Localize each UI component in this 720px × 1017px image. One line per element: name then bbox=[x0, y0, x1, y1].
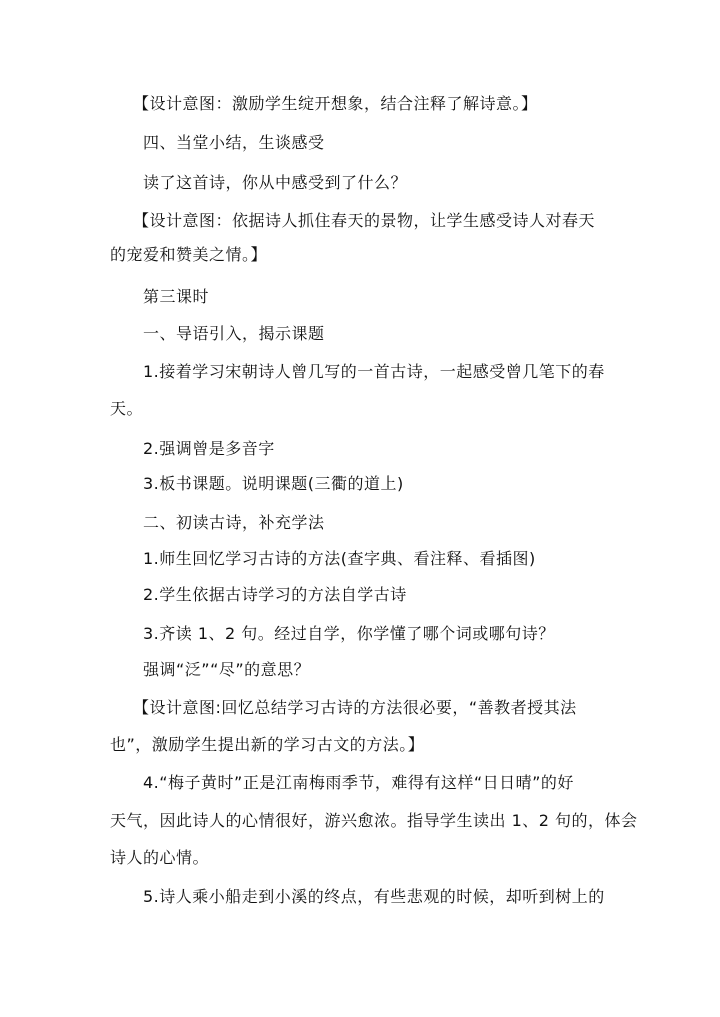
emphasis-note: 强调“泛”“尽”的意思？ bbox=[143, 660, 311, 679]
reading-step-4-line-1: 4.“梅子黄时”正是江南梅雨季节，难得有这样“日日晴”的好 bbox=[143, 773, 574, 792]
step-2: 2.强调曾是多音字 bbox=[143, 439, 275, 458]
design-intent-paragraph-3-line-1: 【设计意图:回忆总结学习古诗的方法很必要，“善教者授其法 bbox=[133, 698, 577, 717]
reading-step-4-line-3: 诗人的心情。 bbox=[110, 848, 210, 867]
section-heading-summary: 四、当堂小结，生谈感受 bbox=[143, 133, 325, 152]
lesson-heading-third: 第三课时 bbox=[143, 287, 210, 306]
reading-step-2: 2.学生依据古诗学习的方法自学古诗 bbox=[143, 585, 407, 604]
step-1-line-1: 1.接着学习宋朝诗人曾几写的一首古诗，一起感受曾几笔下的春 bbox=[143, 362, 605, 381]
reading-step-5-line-1: 5.诗人乘小船走到小溪的终点，有些悲观的时候，却听到树上的 bbox=[143, 887, 605, 906]
design-intent-paragraph-3-line-2: 也”，激励学生提出新的学习古文的方法。】 bbox=[110, 735, 425, 754]
section-heading-first-reading: 二、初读古诗，补充学法 bbox=[143, 513, 325, 532]
step-1-line-2: 天。 bbox=[110, 399, 144, 418]
paragraph-question: 读了这首诗，你从中感受到了什么？ bbox=[143, 173, 408, 192]
design-intent-paragraph-2-line-2: 的宠爱和赞美之情。】 bbox=[110, 245, 268, 264]
reading-step-3: 3.齐读 1、2 句。经过自学，你学懂了哪个词或哪句诗？ bbox=[143, 624, 555, 643]
section-heading-intro: 一、导语引入，揭示课题 bbox=[143, 324, 325, 343]
design-intent-paragraph-2-line-1: 【设计意图：依据诗人抓住春天的景物，让学生感受诗人对春天 bbox=[133, 211, 596, 230]
reading-step-4-line-2: 天气，因此诗人的心情很好，游兴愈浓。指导学生读出 1、2 句的，体会 bbox=[110, 811, 638, 830]
step-3: 3.板书课题。说明课题(三衢的道上) bbox=[143, 474, 404, 493]
design-intent-paragraph-1: 【设计意图：激励学生绽开想象，结合注释了解诗意。】 bbox=[133, 94, 538, 113]
reading-step-1: 1.师生回忆学习古诗的方法(查字典、看注释、看插图) bbox=[143, 549, 536, 568]
